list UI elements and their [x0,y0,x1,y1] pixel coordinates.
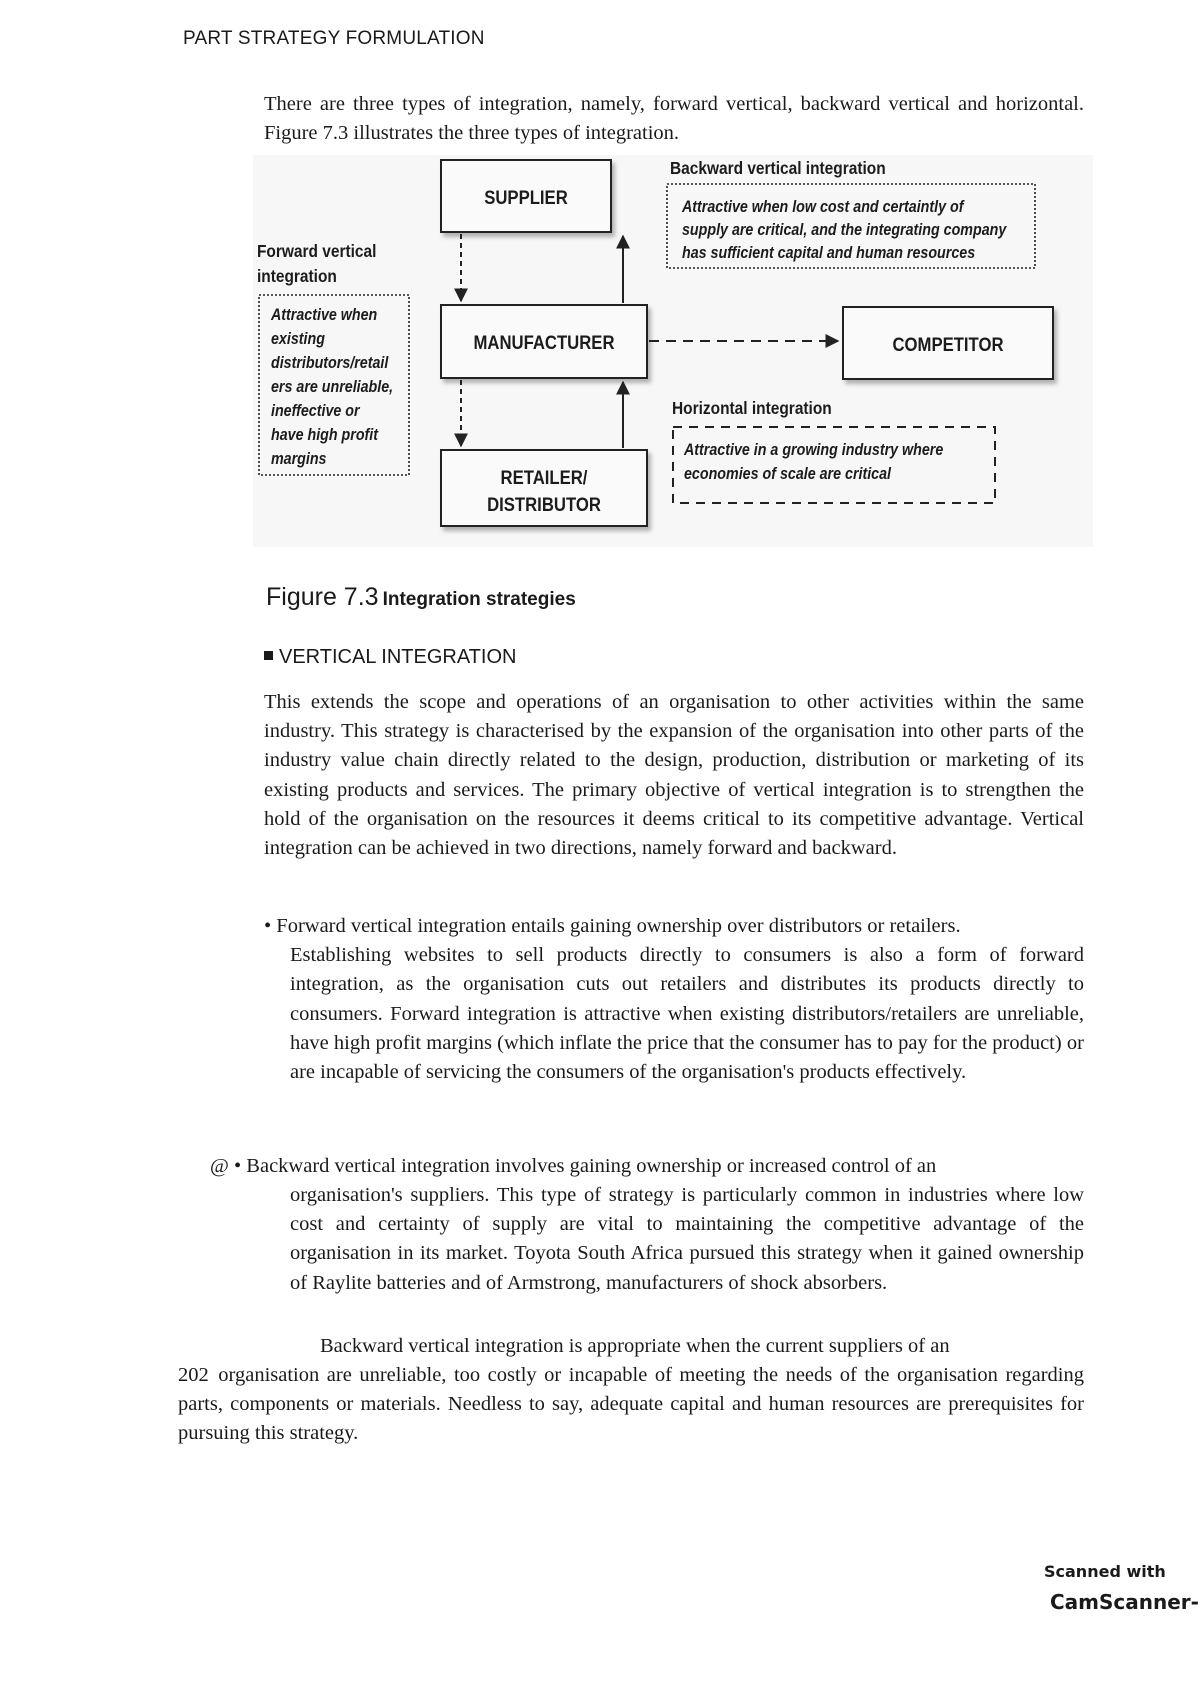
backward-heading: Backward vertical integration [670,157,886,179]
forward-bullet-continuation: Establishing websites to sell products directly to consumers is also a form of forward integration, as the organisation cuts out retailers and distributes its products directly to consumers. Forward integration is attractive when existing distributors/retailers are unreliable, have high profit margins (which inflate the price that the consumer has to pay for the product) or are incapable of servicing the consumers of the organisation's products effectively. [290,944,1084,1084]
figure-title: Integration strategies [382,589,576,610]
closing-paragraph-first-line: Backward vertical integration is appropriate when the current suppliers of an [320,1335,950,1357]
horizontal-note-line-2: economies of scale are critical [684,464,892,484]
figure-caption [266,583,576,612]
page-number: 202 [178,1364,209,1386]
closing-paragraph-text: organisation are unreliable, too costly or incapable of meeting the needs of the organisation regarding parts, components or materials. Needless to say, adequate capital and human resources are prerequisites for pursuing this strategy. [178,1364,1084,1445]
scanner-watermark-line-1: Scanned with [1044,1562,1166,1581]
forward-note-line-6: have high profit [271,425,379,445]
manufacturer-box [441,305,647,378]
section-heading-text: VERTICAL INTEGRATION [279,646,517,668]
running-header: PART STRATEGY FORMULATION [183,28,485,49]
competitor-box [843,307,1053,379]
backward-note-line-1: Attractive when low cost and certaintly of [682,197,964,217]
forward-integration-bullet [264,912,1084,1087]
retailer-distributor-box [441,450,647,526]
forward-heading-line-1: Forward vertical [257,240,377,262]
forward-note-line-5: ineffective or [271,401,360,421]
intro-paragraph: There are three types of integration, namely, forward vertical, backward vertical and horizontal. Figure 7.3 illustrates the three types of integration. [264,93,1084,145]
forward-heading-line-2: integration [257,265,337,287]
forward-bullet-first-line: • Forward vertical integration entails gaining ownership over distributors or retailers. [264,915,961,937]
horizontal-heading: Horizontal integration [672,397,832,419]
closing-paragraph [178,1361,1084,1449]
forward-note-line-7: margins [271,449,327,469]
scanner-watermark-line-2: CamScanner- [1050,1590,1199,1614]
forward-note-line-2: existing [271,329,325,349]
figure-number: Figure 7.3 [266,583,379,611]
backward-bullet-continuation: organisation's suppliers. This type of strategy is particularly common in industries where low cost and certainty of supply are vital to maintaining the competitive advantage of the organisation in its market. Toyota South Africa pursued this strategy when it gained ownership of Raylite batteries and of Armstrong, manufacturers of shock absorbers. [290,1184,1084,1294]
retailer-label: RETAILER/ [500,467,588,489]
manufacturer-label: MANUFACTURER [473,332,615,354]
forward-note-line-1: Attractive when [271,305,378,325]
forward-note-line-4: ers are unreliable, [271,377,394,397]
backward-note-line-3: has sufficient capital and human resources [682,243,976,263]
supplier-label: SUPPLIER [484,187,568,209]
distributor-label: DISTRIBUTOR [487,494,601,516]
horizontal-note-line-1: Attractive in a growing industry where [684,440,944,460]
section-heading [264,646,516,669]
vertical-integration-paragraph: This extends the scope and operations of an organisation to other activities within the same industry. This strategy is characterised by the expansion of the organisation into other parts of the industry value chain directly related to the design, production, distribution or marketing of its existing products and services. The primary objective of vertical integration is to strengthen the hold of the organisation on the resources it deems critical to its competitive advantage. Vertical integration can be achieved in two directions, namely forward and backward. [264,691,1084,860]
square-bullet-icon [264,651,273,660]
backward-bullet-first-line: @ • Backward vertical integration involves gaining ownership or increased control of an [210,1155,937,1177]
competitor-label: COMPETITOR [892,334,1004,356]
backward-note-line-2: supply are critical, and the integrating company [682,220,1007,240]
supplier-box [441,160,611,232]
integration-diagram [253,155,1093,547]
forward-note-line-3: distributors/retail [271,353,389,373]
